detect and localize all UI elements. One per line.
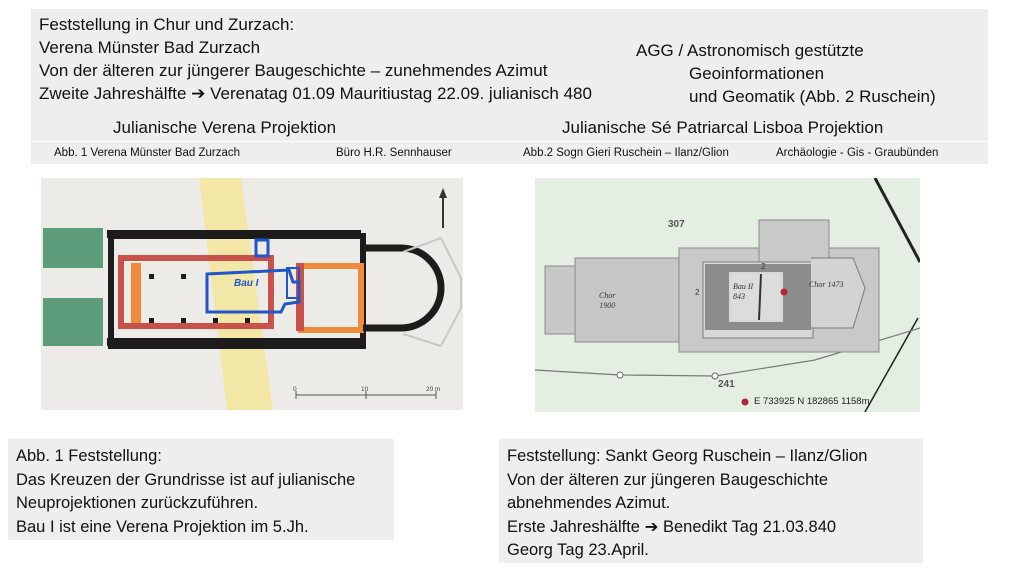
caption-abb1: Abb. 1 Verena Münster Bad Zurzach (54, 147, 241, 159)
finding-ruschein-line-3: abnehmendes Azimut. (507, 494, 671, 512)
header-line-3: Von der älteren zur jüngerer Baugeschichte – zunehmendes Azimut (39, 61, 548, 80)
arrow-right-icon: ➔ (644, 517, 659, 536)
caption-abb2: Abb.2 Sogn Gieri Ruschein – Ilanz/Glion (523, 147, 729, 159)
chor-1473-label: Chor 1473 (809, 280, 844, 289)
bau-ii-title: Bau II (733, 282, 754, 291)
scale-label-20: 20 m (426, 386, 441, 393)
coordinates-legend: E 733925 N 182865 1158m (754, 396, 870, 407)
arrow-right-icon: ➔ (191, 84, 206, 103)
finding-zurzach-line-3: Neuprojektionen zurückzuführen. (16, 494, 259, 512)
wall-mark-b: 2 (761, 262, 766, 271)
finding-zurzach-line-4: Bau I ist eine Verena Projektion im 5.Jh. (16, 517, 309, 536)
finding-ruschein-line-2: Von der älteren zur jüngeren Baugeschichte (507, 470, 829, 489)
scale-label-10: 10 (361, 386, 369, 393)
floor-plan-verena (41, 178, 463, 410)
chor-1900-label (599, 291, 615, 311)
header-line-2: Verena Münster Bad Zurzach (39, 38, 261, 57)
wall-mark-a: 2 (695, 288, 700, 297)
header-half-year: Zweite Jahreshälfte (39, 84, 187, 103)
floor-plan-ruschein (535, 178, 920, 412)
caption-archaeology: Archäologie - Gis - Graubünden (776, 147, 939, 159)
title-lisboa-projection: Julianische Sé Patriarcal Lisboa Projektion (562, 118, 884, 137)
parcel-number-241: 241 (718, 379, 735, 390)
title-verena-projection: Julianische Verena Projektion (113, 118, 337, 137)
finding-box-zurzach (8, 439, 394, 540)
bau-ii-label (733, 282, 753, 302)
finding-zurzach-line-2: Das Kreuzen der Grundrisse ist auf julianische (16, 470, 356, 489)
finding-zurzach-line-1: Abb. 1 Feststellung: (16, 447, 162, 465)
bau-i-label: Bau I (234, 278, 259, 289)
bau-ii-year: 843 (733, 292, 745, 301)
header-line-4 (39, 82, 592, 106)
header-line-1: Feststellung in Chur und Zurzach: (39, 15, 295, 34)
finding-ruschein-benedikt: Benedikt Tag 21.03.840 (663, 517, 837, 536)
header-right-line-1: AGG / Astronomisch gestützte (636, 41, 864, 60)
location-marker-icon (781, 289, 788, 296)
parcel-number-307: 307 (668, 219, 685, 230)
header-feast-days: Verenatag 01.09 Mauritiustag 22.09. julianisch 480 (210, 84, 592, 103)
finding-box-ruschein (499, 439, 923, 563)
floor-plan-ruschein-drawing (535, 178, 920, 412)
finding-ruschein-line-6: Georg Tag 23.April. (507, 541, 649, 559)
finding-ruschein-half-year: Erste Jahreshälfte (507, 517, 640, 536)
chor-left-year: 1900 (599, 301, 616, 310)
header-right-line-2: Geoinformationen (689, 64, 825, 83)
chor-left-title: Chor (599, 291, 616, 300)
header-right-line-3: und Geomatik (Abb. 2 Ruschein) (689, 87, 936, 106)
caption-sennhauser: Büro H.R. Sennhauser (336, 147, 452, 159)
floor-plan-verena-drawing (41, 178, 463, 410)
finding-ruschein-line-4 (507, 516, 915, 540)
finding-ruschein-line-1: Feststellung: Sankt Georg Ruschein – Ilanz/Glion (507, 447, 868, 465)
scale-label-0: 0 (293, 386, 297, 393)
